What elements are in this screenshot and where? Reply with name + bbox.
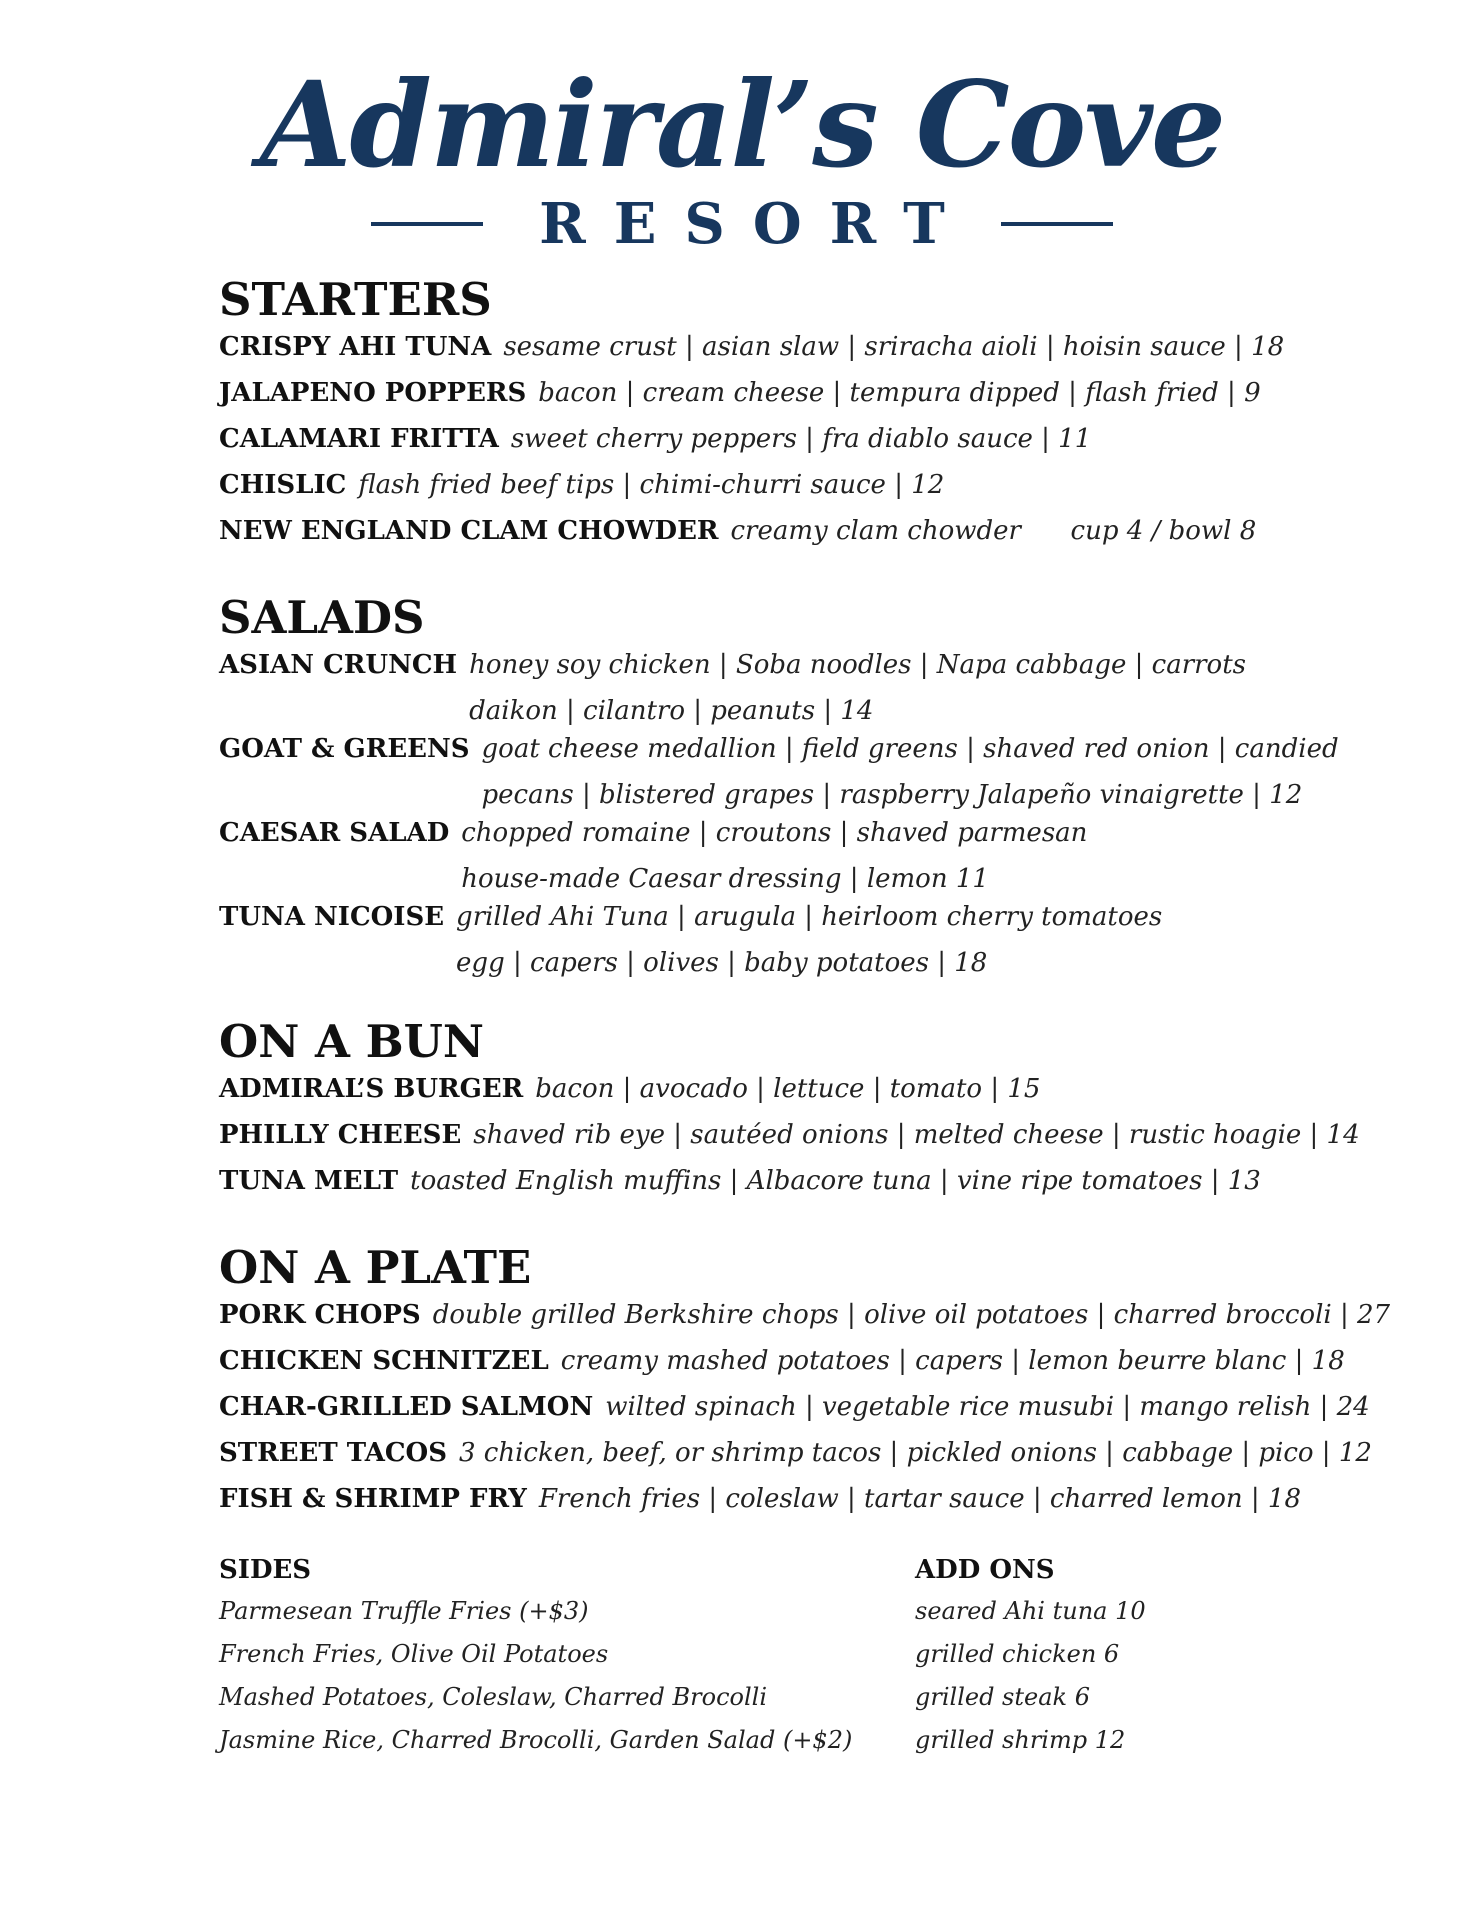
- menu-item-description-line: chopped romaine | croutons | shaved parmesan: [461, 818, 1088, 848]
- menu-item-name: PHILLY CHEESE: [219, 1120, 462, 1150]
- menu-item-description: [539, 1484, 1301, 1514]
- menu-item: [219, 1392, 1370, 1438]
- menu-item-description: [456, 904, 1162, 986]
- addon-item: grilled shrimp 12: [915, 1726, 1126, 1754]
- menu-item-description-line: bacon | avocado | lettuce | tomato | 15: [535, 1074, 1041, 1104]
- menu-item-name: TUNA MELT: [219, 1166, 399, 1196]
- menu-item: [219, 1120, 1360, 1166]
- menu-item-description-line: toasted English muffins | Albacore tuna | vine ripe tomatoes | 13: [410, 1166, 1261, 1196]
- section-heading: ON A BUN: [219, 1015, 484, 1068]
- menu-item-name: GOAT & GREENS: [219, 734, 470, 764]
- section-starters: [219, 272, 1319, 562]
- menu-item-description: [461, 820, 1087, 902]
- section-on-a-plate: [219, 1240, 1391, 1530]
- section-salads: [219, 590, 1339, 986]
- menu-item-description: [538, 378, 1260, 408]
- menu-item-description-line: bacon | cream cheese | tempura dipped | flash fried | 9: [538, 378, 1261, 408]
- menu-item-description-line: goat cheese medallion | field greens | shaved red onion | candied: [481, 734, 1339, 764]
- menu-item: [219, 332, 1319, 378]
- menu-item: [219, 734, 1339, 818]
- menu-item-name: TUNA NICOISE: [219, 902, 445, 932]
- menu-item: [219, 1074, 1319, 1120]
- sides-list: [219, 1590, 915, 1762]
- menu-item-name: CAESAR SALAD: [219, 818, 450, 848]
- menu-item-description: [605, 1392, 1370, 1422]
- side-item: French Fries, Olive Oil Potatoes: [219, 1640, 609, 1668]
- menu-item-description: [503, 332, 1284, 362]
- menu-item: [219, 424, 1319, 470]
- resort-logo: [0, 55, 1484, 257]
- menu-item: [219, 516, 1319, 562]
- menu-item: [219, 1438, 1372, 1484]
- menu-item-description-line: shaved rib eye | sautéed onions | melted cheese | rustic hoagie | 14: [473, 1120, 1360, 1150]
- menu-item-description-line: pecans | blistered grapes | raspberry Jalapeño vinaigrette | 12: [481, 780, 1303, 810]
- menu-item-description-line: sweet cherry peppers | fra diablo sauce | 11: [510, 424, 1092, 454]
- section-heading: SALADS: [219, 591, 425, 644]
- menu-item: [219, 818, 1319, 902]
- menu-item: [219, 1166, 1319, 1212]
- logo-resort-text: RESORT: [539, 191, 973, 257]
- addon-item: grilled chicken 6: [915, 1640, 1120, 1668]
- menu-item-name: STREET TACOS: [219, 1438, 447, 1468]
- menu-item-name: NEW ENGLAND CLAM CHOWDER: [219, 516, 719, 546]
- menu-item-description: [358, 470, 944, 500]
- menu-item-name: CHAR-GRILLED SALMON: [219, 1392, 594, 1422]
- menu-item-description-line: daikon | cilantro | peanuts | 14: [469, 696, 874, 726]
- menu-item-name: CALAMARI FRITTA: [219, 424, 499, 454]
- menu-item-description: [459, 1438, 1372, 1468]
- sides-column: [219, 1550, 915, 1762]
- menu-item-description: [511, 424, 1091, 454]
- section-on-a-bun: [219, 1014, 1360, 1212]
- logo-subtitle: [0, 191, 1484, 257]
- addons-list: [915, 1590, 1315, 1762]
- section-heading: STARTERS: [219, 273, 492, 326]
- menu-item-name: PORK CHOPS: [219, 1300, 421, 1330]
- menu-item-name: CRISPY AHI TUNA: [219, 332, 492, 362]
- menu-item-description: [469, 652, 1246, 734]
- menu-item-description-line: honey soy chicken | Soba noodles | Napa cabbage | carrots: [469, 650, 1246, 680]
- menu-item-description: [561, 1346, 1345, 1376]
- sides-and-addons: [219, 1550, 1319, 1762]
- menu-item-name: CHISLIC: [219, 470, 347, 500]
- menu-item: [219, 1300, 1391, 1346]
- menu-item-name: ASIAN CRUNCH: [219, 650, 458, 680]
- logo-rule-left: [371, 222, 483, 226]
- side-item: Jasmine Rice, Charred Brocolli, Garden Salad (+$2): [219, 1726, 853, 1754]
- menu-item: [219, 378, 1319, 424]
- menu-item-name: JALAPENO POPPERS: [219, 378, 527, 408]
- menu-item-description: [482, 736, 1339, 818]
- side-item: Parmesean Truffle Fries (+$3): [219, 1597, 589, 1625]
- logo-script-text: Admiral’s Cove: [259, 55, 1225, 194]
- section-heading: ON A PLATE: [219, 1241, 532, 1294]
- menu-item-name: FISH & SHRIMP FRY: [219, 1484, 527, 1514]
- menu-item-name: ADMIRAL’S BURGER: [219, 1074, 524, 1104]
- menu-item-description-line: sesame crust | asian slaw | sriracha aioli | hoisin sauce | 18: [503, 332, 1285, 362]
- menu-item-description: [535, 1074, 1040, 1104]
- menu-item-description: [473, 1120, 1359, 1150]
- menu-item-description-line: egg | capers | olives | baby potatoes | 18: [456, 948, 988, 978]
- menu-item-description-line: creamy mashed potatoes | capers | lemon beurre blanc | 18: [560, 1346, 1345, 1376]
- menu-item-description-line: grilled Ahi Tuna | arugula | heirloom cherry tomatoes: [456, 902, 1163, 932]
- menu-item: [219, 1484, 1319, 1530]
- menu-item: [219, 470, 1319, 516]
- menu-content: [219, 272, 1391, 1558]
- side-item: Mashed Potatoes, Coleslaw, Charred Brocolli: [219, 1683, 767, 1711]
- menu-item: [219, 1346, 1345, 1392]
- menu-item: [219, 902, 1319, 986]
- menu-item-name: CHICKEN SCHNITZEL: [219, 1346, 549, 1376]
- menu-item-description-line: house-made Caesar dressing | lemon 11: [461, 864, 989, 894]
- menu-item-description-line: French fries | coleslaw | tartar sauce | charred lemon | 18: [538, 1484, 1301, 1514]
- menu-item-description: [731, 516, 1257, 546]
- addons-column: [915, 1550, 1315, 1762]
- menu-item-description-line: creamy clam chowder cup 4 / bowl 8: [730, 516, 1257, 546]
- menu-item-description-line: flash fried beef tips | chimi-churri sauce | 12: [358, 470, 945, 500]
- menu-item-description-line: wilted spinach | vegetable rice musubi | mango relish | 24: [605, 1392, 1370, 1422]
- sides-title: SIDES: [219, 1555, 312, 1585]
- addon-item: grilled steak 6: [915, 1683, 1090, 1711]
- menu-item-description: [410, 1166, 1261, 1196]
- menu-item-description-line: 3 chicken, beef, or shrimp tacos | pickled onions | cabbage | pico | 12: [458, 1438, 1372, 1468]
- menu-item-description: [433, 1300, 1390, 1330]
- addons-title: ADD ONS: [915, 1555, 1055, 1585]
- logo-rule-right: [1001, 222, 1113, 226]
- menu-item-description-line: double grilled Berkshire chops | olive oil potatoes | charred broccoli | 27: [432, 1300, 1391, 1330]
- menu-item: [219, 650, 1319, 734]
- addon-item: seared Ahi tuna 10: [915, 1597, 1146, 1625]
